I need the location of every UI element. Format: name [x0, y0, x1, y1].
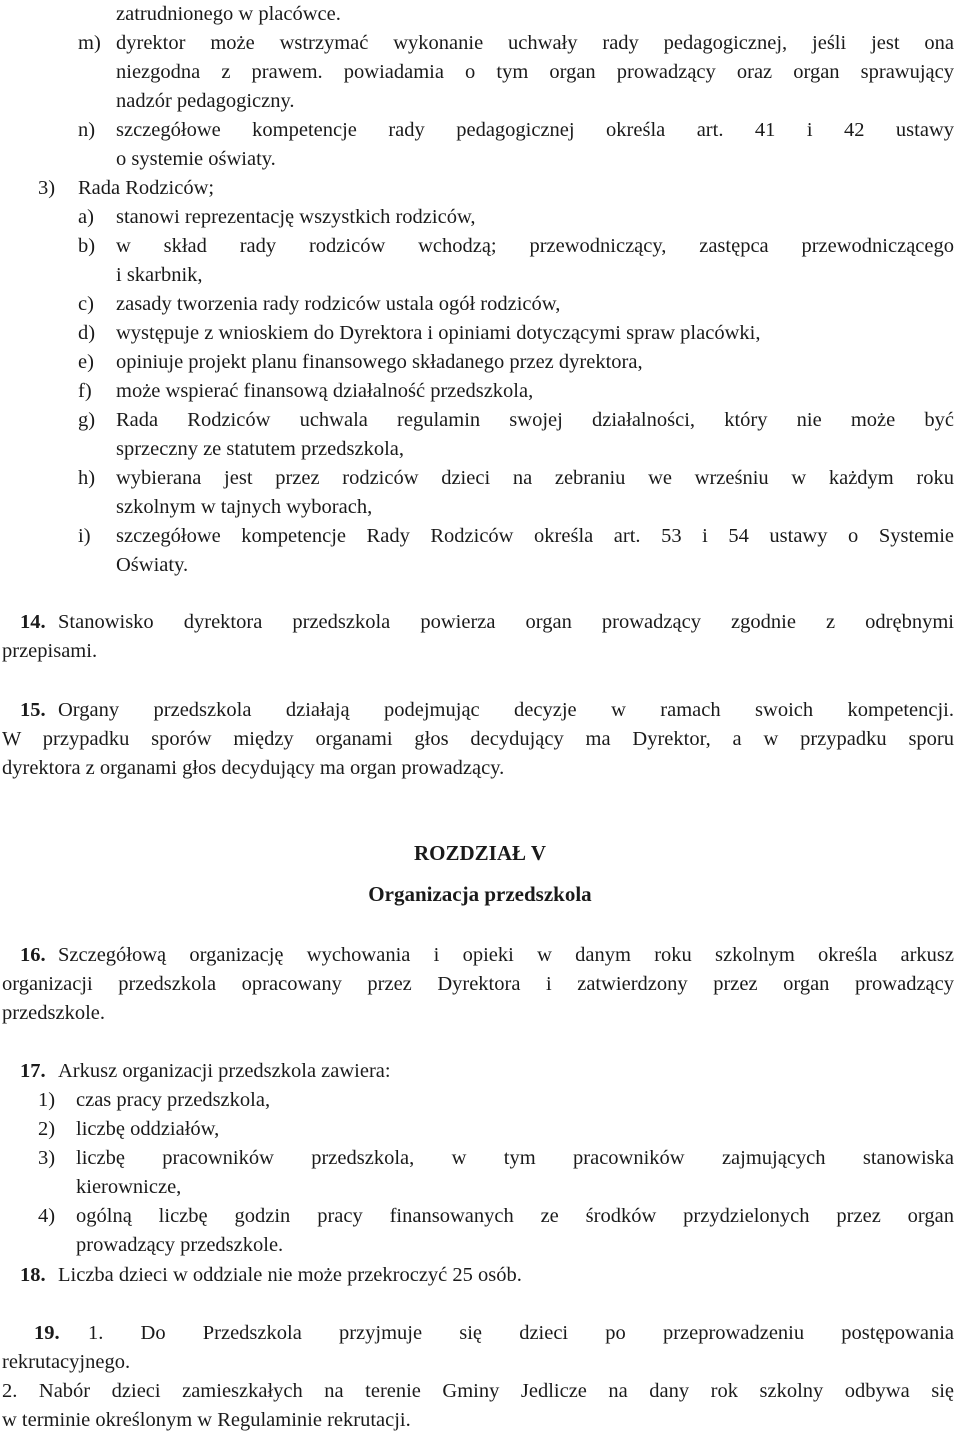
list-label: 3): [38, 177, 56, 199]
list-label: 1): [38, 1089, 56, 1111]
paragraph-15: Organy przedszkola działają podejmując decyzje w ramach swoich kompetencji.: [58, 699, 954, 721]
text-line: dyrektora z organami głos decydujący ma organ prowadzący.: [2, 757, 505, 779]
paragraph-number: 14.: [20, 611, 46, 633]
list-label: d): [78, 322, 96, 344]
chapter-title: Organizacja przedszkola: [368, 882, 592, 906]
list-label: g): [78, 409, 96, 431]
text-line: przepisami.: [2, 640, 98, 662]
text-line: przedszkole.: [2, 1002, 106, 1024]
list-item-d: występuje z wnioskiem do Dyrektora i opiniami dotyczącymi spraw placówki,: [116, 322, 761, 344]
paragraph-17: Arkusz organizacji przedszkola zawiera:: [58, 1060, 391, 1082]
section-rada-rodzicow: Rada Rodziców;: [78, 177, 215, 199]
text-line: zatrudnionego w placówce.: [116, 3, 341, 25]
list-item-4: ogólną liczbę godzin pracy finansowanych ze środków przydzielonych przez organ: [76, 1205, 954, 1227]
list-item-f: może wspierać finansową działalność przedszkola,: [116, 380, 534, 402]
list-label: a): [78, 206, 94, 228]
paragraph-19: 1. Do Przedszkola przyjmuje się dzieci po przeprowadzeniu postępowania: [88, 1322, 954, 1344]
text-line: 2. Nabór dzieci zamieszkałych na terenie Gminy Jedlicze na dany rok szkolny odbywa się: [2, 1380, 954, 1402]
list-item-a: stanowi reprezentację wszystkich rodziców,: [116, 206, 476, 228]
text-line: rekrutacyjnego.: [2, 1351, 131, 1373]
list-item-3: liczbę pracowników przedszkola, w tym pracowników zajmujących stanowiska: [76, 1147, 954, 1169]
text-line: sprzeczny ze statutem przedszkola,: [116, 438, 405, 460]
list-label: 4): [38, 1205, 56, 1227]
list-item-1: czas pracy przedszkola,: [76, 1089, 271, 1111]
list-label: i): [78, 525, 91, 547]
paragraph-number: 15.: [20, 699, 46, 721]
paragraph-number: 18.: [20, 1264, 46, 1286]
list-label: f): [78, 380, 92, 402]
list-label: c): [78, 293, 94, 315]
list-label: n): [78, 119, 96, 141]
paragraph-16: Szczegółową organizację wychowania i opieki w danym roku szkolnym określa arkusz: [58, 944, 954, 966]
text-line: o systemie oświaty.: [116, 148, 276, 170]
paragraph-14: Stanowisko dyrektora przedszkola powierza organ prowadzący zgodnie z odrębnymi: [58, 611, 954, 633]
text-line: nadzór pedagogiczny.: [116, 90, 295, 112]
list-label: m): [78, 32, 101, 54]
list-item-h: wybierana jest przez rodziców dzieci na zebraniu we wrześniu w każdym roku: [116, 467, 954, 489]
list-label: b): [78, 235, 96, 257]
text-line: prowadzący przedszkole.: [76, 1234, 284, 1256]
list-item-m: dyrektor może wstrzymać wykonanie uchwały rady pedagogicznej, jeśli jest ona: [116, 32, 954, 54]
chapter-heading: ROZDZIAŁ V: [413, 841, 547, 865]
list-item-e: opiniuje projekt planu finansowego składanego przez dyrektora,: [116, 351, 643, 373]
paragraph-number: 17.: [20, 1060, 46, 1082]
paragraph-18: Liczba dzieci w oddziale nie może przekroczyć 25 osób.: [58, 1264, 522, 1286]
list-item-i: szczegółowe kompetencje Rady Rodziców określa art. 53 i 54 ustawy o Systemie: [116, 525, 954, 547]
paragraph-number: 16.: [20, 944, 46, 966]
list-item-b: w skład rady rodziców wchodzą; przewodniczący, zastępca przewodniczącego: [116, 235, 954, 257]
text-line: w terminie określonym w Regulaminie rekrutacji.: [2, 1409, 411, 1431]
text-line: Oświaty.: [116, 554, 189, 576]
list-item-2: liczbę oddziałów,: [76, 1118, 220, 1140]
text-line: szkolnym w tajnych wyborach,: [116, 496, 373, 518]
text-line: i skarbnik,: [116, 264, 203, 286]
list-label: 2): [38, 1118, 56, 1140]
text-line: niezgodna z prawem. powiadamia o tym organ prowadzący oraz organ sprawujący: [116, 61, 954, 83]
paragraph-number: 19.: [34, 1322, 60, 1344]
text-line: W przypadku sporów między organami głos decydujący ma Dyrektor, a w przypadku sporu: [2, 728, 954, 750]
list-label: h): [78, 467, 96, 489]
text-line: organizacji przedszkola opracowany przez Dyrektora i zatwierdzony przez organ prowadzący: [2, 973, 954, 995]
list-item-g: Rada Rodziców uchwala regulamin swojej działalności, który nie może być: [116, 409, 954, 431]
list-label: 3): [38, 1147, 56, 1169]
text-line: kierownicze,: [76, 1176, 182, 1198]
list-item-c: zasady tworzenia rady rodziców ustala ogół rodziców,: [116, 293, 561, 315]
list-item-n: szczegółowe kompetencje rady pedagogicznej określa art. 41 i 42 ustawy: [116, 119, 954, 141]
list-label: e): [78, 351, 94, 373]
